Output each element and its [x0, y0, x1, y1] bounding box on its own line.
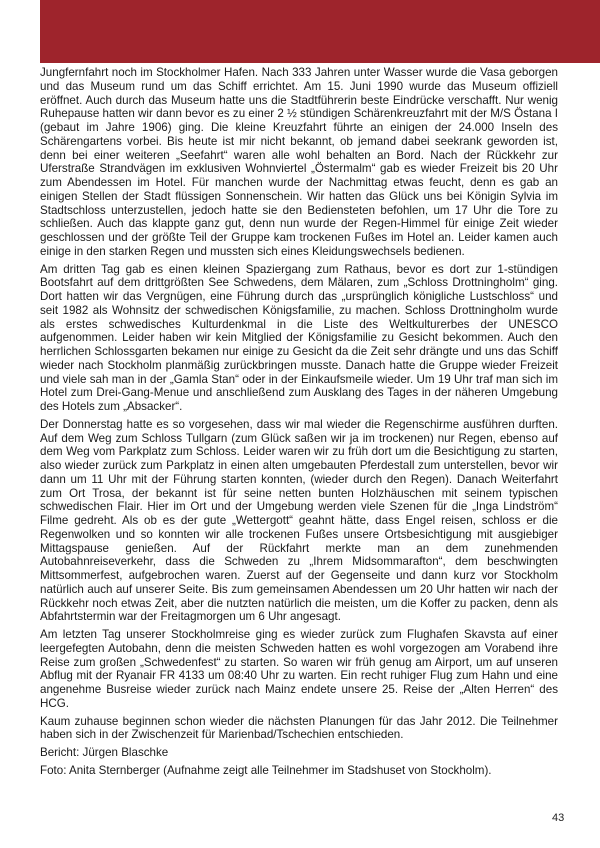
header-band	[40, 0, 600, 63]
report-credit: Bericht: Jürgen Blaschke	[40, 746, 169, 759]
paragraph-next-plans: Kaum zuhause beginnen schon wieder die nächsten Planungen für das Jahr 2012. Die Teilnehmer haben sich in der Zwischenzeit für Marienbad/Tschechien entschieden.	[40, 714, 558, 742]
paragraph-third-day: Am dritten Tag gab es einen kleinen Spaziergang zum Rathaus, bevor es dort zur 1-stündigen Bootsfahrt auf dem drittgrößten See Schwedens, dem Mälaren, zum „Schloss Drottningholm“ ging. Dort hatten wir das Vergnügen, eine Führung durch das „ursprünglich königliche Lustschloss“ und seit 1982 als Wohnsitz der schwedischen Königsfamilie, zu machen. Schloss Drottningholm wurde als erstes schwedisches Kulturdenkmal in die Liste des Weltkulturerbes der UNESCO aufgenommen. Leider haben wir kein Mitglied der Königsfamilie zu Gesicht bekommen. Auch den herrlichen Schlossgarten bekamen nur einige zu Gesicht da die Zeit sehr drängte und uns das Schiff wieder nach Stockholm planmäßig zurückbringen musste. Danach hatte die Gruppe wieder Freizeit und viele sah man in der „Gamla Stan“ oder in der Einkaufsmeile wieder. Um 19 Uhr traf man sich im Hotel zum Drei-Gang-Menue und anschließend zum Ausklang des Tages in der näheren Umgebung des Hotels zum „Absacker“.	[40, 262, 558, 413]
paragraph-vasa-museum: Jungfernfahrt noch im Stockholmer Hafen. Nach 333 Jahren unter Wasser wurde die Vasa geborgen und das Museum rund um das Schiff errichtet. Am 15. Juni 1990 wurde das Museum offiziell eröffnet. Auch durch das Museum hatte uns die Stadtführerin beste Eindrücke verschafft. Nur wenig Ruhepause hatten wir dann bevor es zu einer 2 ½ stündigen Schärenkreuzfahrt mit der M/S Östana I (gebaut im Jahre 1906) ging. Die kleine Kreuzfahrt führte an einigen der 24.000 Inseln des Schärengartens vorbei. Bis heute ist mir nicht bekannt, ob jemand dabei seekrank geworden ist, denn bei einer weiteren „Seefahrt“ waren alle wohl behalten an Bord. Nach der Rückkehr zur Uferstraße Strandvägen im exklusiven Wohnviertel „Östermalm“ gab es wieder Freizeit bis 20 Uhr zum Abendessen im Hotel. Für manchen wurde der Nachmittag etwas feucht, denn es gab an einigen Stellen der Stadt flüssigen Sonnenschein. Wir hatten das Glück uns bei Königin Sylvia im Stadtschloss unterzustellen, jedoch hatte sie den Bediensteten befohlen, um 17 Uhr die Tore zu schließen. Auch das klappte ganz gut, denn nun wurde der Regen-Himmel für einige Zeit wieder geschlossen und der größte Teil der Gruppe kam trockenen Fußes im Hotel an. Leider kamen auch einige in den starken Regen und mussten sich eines Kleidungswechsels bedienen.	[40, 66, 558, 258]
photo-credit: Foto: Anita Sternberger (Aufnahme zeigt alle Teilnehmer im Stadshuset von Stockholm).	[40, 763, 492, 777]
article-body	[40, 66, 558, 782]
page-number: 43	[552, 812, 565, 824]
paragraph-last-day: Am letzten Tag unserer Stockholmreise ging es wieder zurück zum Flughafen Skavsta auf einer leergefegten Autobahn, denn die meisten Schweden hatten es wohl vorgezogen am Vorabend ihre Reise zum großen „Schwedenfest“ zu starten. So waren wir früh genug am Airport, um auf unseren Abflug mit der Ryanair FR 4133 um 08:40 Uhr zu warten. Ein recht ruhiger Flug zum Hahn und eine angenehme Busreise wieder zurück nach Mainz endete unsere 25. Reise der „Alten Herren“ des HCG.	[40, 628, 558, 710]
paragraph-thursday: Der Donnerstag hatte es so vorgesehen, dass wir mal wieder die Regenschirme ausführen durften. Auf dem Weg zum Schloss Tullgarn (zum Glück saßen wir ja im trockenen) nur Regen, ebenso auf dem Weg vom Parkplatz zum Schloss. Leider waren wir zu früh dort um die Besichtigung zu starten, also wieder zurück zum Parkplatz in einen alten umgebauten Pferdestall zum unterstellen, bevor wir dann um 11 Uhr mit der Führung starten konnten, (wieder durch den Regen). Danach Weiterfahrt zum Ort Trosa, der bekannt ist für seine netten bunten Holzhäuschen mit seinem typischen schwedischen Flair. Hier im Ort und der Umgebung werden viele Szenen für die „Inga Lindström“ Filme gedreht. Als ob es der gute „Wettergott“ geahnt hätte, dass Engel reisen, schloss er die Regenwolken und so konnten wir alle trockenen Fußes unsere Ortsbesichtigung mit ausgiebiger Mittagspause genießen. Auf der Rückfahrt merkte man an dem zunehmenden Autobahnreiseverkehr, dass die Schweden zu „Ihrem Midsommarafton“, dem beschwingten Mittsommerfest, aufgebrochen waren. Zuerst auf der Gegenseite und dann kurz vor Stockholm natürlich auch auf unserer Seite. Bis zum gemeinsamen Abendessen um 20 Uhr hatten wir nach der Rückkehr noch etwas Zeit, aber die nutzten natürlich die meisten, um die Koffer zu packen, denn als Abfahrtstermin war der Freitagmorgen um 6 Uhr angesagt.	[40, 417, 558, 624]
